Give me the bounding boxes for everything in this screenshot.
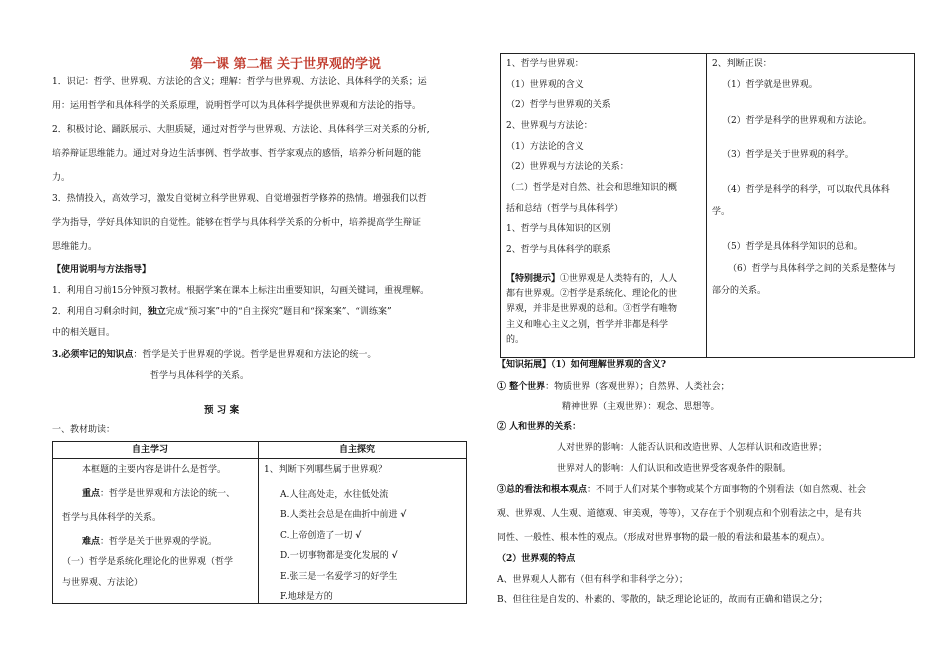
objective-line: 学为指导，学好具体知识的自觉性。能够在哲学与具体科学关系的分析中，培养提高学生辩证 <box>52 218 422 228</box>
explore-option <box>280 531 361 542</box>
judge-line: （5）哲学是具体科学知识的总和。 <box>722 242 863 252</box>
check-mark: √ <box>391 551 398 561</box>
review-line: 括和总结（哲学与具体科学） <box>506 204 624 214</box>
ext-line: 世界对人的影响：人们认识和改造世界受客观条件的限制。 <box>557 464 792 474</box>
review-line: （2）世界观与方法论的关系： <box>506 162 629 172</box>
usage-line: 中的相关题目。 <box>52 328 116 338</box>
usage-line: 1．利用自习前15分钟预习教材。根据学案在课本上标注出重要知识，勾画关键词，重视理解。 <box>52 286 430 296</box>
ext-line: 人对世界的影响：人能否认识和改造世界、人怎样认识和改造世界； <box>557 443 828 453</box>
review-line: （1）方法论的含义 <box>506 142 584 152</box>
must-remember <box>52 350 376 361</box>
tip-label: 【特别提示】 <box>506 274 561 284</box>
option-text: E.张三是一名爱学习的好学生 <box>280 572 398 582</box>
usage-bold: 独立 <box>147 307 166 317</box>
ext-line: 观、世界观、人生观、道德观、审美观，等等），又存在于个别观点和个别看法之中，是有共 <box>497 509 862 519</box>
table-divider <box>52 458 467 459</box>
objective-line: 用：运用哲学和具体科学的关系原理，说明哲学可以为具体科学提供世界观和方法论的指导。 <box>52 101 422 111</box>
objective-line: 1．识记：哲学、世界观、方法论的含义；理解：哲学与世界观、方法论、具体科学的关系；运 <box>52 77 427 87</box>
tip-line: 都有世界观。②哲学是系统化、理论化的世 <box>506 289 678 299</box>
extension-question: （1）如何理解世界观的含义? <box>551 360 667 370</box>
self-study-item: 与世界观、方法论） <box>62 578 144 588</box>
check-mark: √ <box>355 531 362 541</box>
ext-line: 同性、一般性、根本性的观点。（形成对世界事物的最一般的看法和最基本的观点）。 <box>497 533 831 543</box>
option-text: D.一切事物都是变化发展的 <box>280 551 389 561</box>
tip-text: ①世界观是人类特有的，人人 <box>560 274 678 284</box>
objective-line: 2．积极讨论、踊跃展示、大胆质疑，通过对哲学与世界观、方法论、具体科学三对关系的分析, <box>52 125 430 135</box>
tip-line <box>506 274 677 285</box>
explore-option <box>280 490 388 501</box>
usage-heading: 【使用说明与方法指导】 <box>52 265 152 275</box>
self-study-question: 本框题的主要内容是讲什么是哲学。 <box>82 465 227 475</box>
must-text: ：哲学是关于世界观的学说。哲学是世界观和方法论的统一。 <box>133 350 377 360</box>
preview-heading: 预 习 案 <box>204 405 240 416</box>
ext-line: B、但往往是自发的、朴素的、零散的，缺乏理论论证的，故而有正确和错误之分； <box>497 595 828 605</box>
key-text: ：哲学是世界观和方法论的统一、 <box>100 489 236 499</box>
textbook-help: 一、教材助读： <box>52 425 116 435</box>
explore-option <box>280 592 333 603</box>
explore-option <box>280 510 406 521</box>
ext-point-3 <box>497 485 866 496</box>
table-divider <box>258 441 259 604</box>
option-text: A.人往高处走，水往低处流 <box>280 490 389 500</box>
key-label: 重点 <box>82 489 101 499</box>
review-line: （二）哲学是对自然、社会和思维知识的概 <box>506 183 678 193</box>
judge-line: （1）哲学就是世界观。 <box>722 80 818 90</box>
tip-line: 主义和唯心主义之别，哲学并非都是科学 <box>506 320 669 330</box>
extension-heading <box>497 360 666 371</box>
judge-line: （6）哲学与具体科学之间的关系是整体与 <box>728 264 896 274</box>
check-mark: √ <box>400 510 407 520</box>
objective-line: 力。 <box>52 173 71 183</box>
judge-line: 部分的关系。 <box>712 286 767 296</box>
objective-line: 思维能力。 <box>52 242 98 252</box>
difficulty-text: ：哲学是关于世界观的学说。 <box>100 537 218 547</box>
ext-label: ① 整个世界 <box>497 382 546 392</box>
judge-line: （2）哲学是科学的世界观和方法论。 <box>722 116 872 126</box>
review-line: 2、哲学与具体科学的联系 <box>506 245 611 255</box>
option-text: B.人类社会总是在曲折中前进 <box>280 510 398 520</box>
ext-text: ：不同于人们对某个事物或某个方面事物的个别看法（如自然观、社会 <box>587 485 867 495</box>
page-title: 第一课 第二框 关于世界观的学说 <box>190 57 382 72</box>
tip-line: 的。 <box>506 335 525 345</box>
ext-line: 精神世界（主观世界）：观念、思想等。 <box>562 402 720 412</box>
option-text: F.地球是方的 <box>280 592 333 602</box>
review-line: （2）哲学与世界观的关系 <box>506 100 611 110</box>
must-label: 3.必须牢记的知识点 <box>52 350 134 360</box>
ext-point-2: ② 人和世界的关系： <box>497 422 582 432</box>
tip-line: 界观，并非是世界观的总和。③哲学有唯物 <box>506 304 678 314</box>
judge-line: （4）哲学是科学的科学，可以取代具体科 <box>722 185 890 195</box>
difficulty <box>82 537 217 548</box>
self-study-item: （一）哲学是系统化理论化的世界观（哲学 <box>62 557 234 567</box>
table-header-explore: 自主探究 <box>339 445 376 455</box>
review-line: （1）世界观的含义 <box>506 80 584 90</box>
usage-text: 2．利用自习剩余时间， <box>52 307 148 317</box>
usage-line <box>52 307 392 318</box>
difficulty-label: 难点 <box>82 537 101 547</box>
judge-line: （3）哲学是关于世界观的科学。 <box>722 150 854 160</box>
usage-text: 完成“预习案”中的“自主探究”题目和“探案案”、“训练案” <box>165 307 392 317</box>
review-line: 1、哲学与世界观： <box>506 59 584 69</box>
explore-option <box>280 572 397 583</box>
objective-line: 3．热情投入，高效学习，激发自觉树立科学世界观、自觉增强哲学修养的热情。增强我们以哲 <box>52 194 427 204</box>
ext-line: A、世界观人人都有（但有科学和非科学之分）； <box>497 575 689 585</box>
judge-line: 学。 <box>712 207 731 217</box>
ext-label: ③总的看法和根本观点 <box>497 485 588 495</box>
option-text: C.上帝创造了一切 <box>280 531 353 541</box>
explore-question: 1、判断下列哪些属于世界观？ <box>264 465 387 475</box>
key-point <box>82 489 235 500</box>
explore-option <box>280 551 398 562</box>
objective-line: 培养辩证思维能力。通过对身边生活事例、哲学故事、哲学家观点的感悟，培养分析问题的能 <box>52 149 422 159</box>
review-line: 1、哲学与具体知识的区别 <box>506 224 611 234</box>
table-header-self-study: 自主学习 <box>132 445 169 455</box>
ext-question-2: （2）世界观的特点 <box>497 554 576 564</box>
must-text-2: 哲学与具体科学的关系。 <box>150 371 250 381</box>
extension-label: 【知识拓展】 <box>497 360 552 370</box>
ext-text: ：物质世界（客观世界）；自然界、人类社会； <box>545 382 730 392</box>
ext-point-1 <box>497 382 730 393</box>
review-line: 2、世界观与方法论： <box>506 121 593 131</box>
table-divider <box>706 53 707 358</box>
key-text-2: 哲学与具体科学的关系。 <box>62 513 162 523</box>
judge-line: 2、判断正误： <box>712 59 772 69</box>
